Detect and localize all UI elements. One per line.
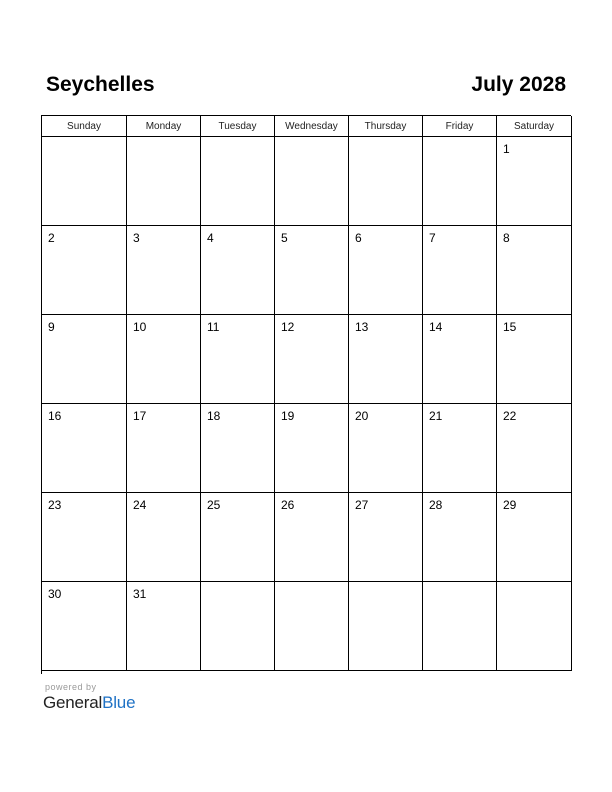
day-cell (201, 137, 275, 226)
day-number: 23 (48, 498, 62, 512)
day-cell (497, 315, 572, 404)
day-number: 17 (133, 409, 147, 423)
day-number: 5 (281, 231, 288, 245)
day-cell (423, 226, 497, 315)
day-number: 9 (48, 320, 55, 334)
day-number: 26 (281, 498, 295, 512)
day-cell (497, 582, 572, 671)
logo-blue: Blue (102, 693, 136, 712)
day-cell (275, 226, 349, 315)
day-number: 10 (133, 320, 147, 334)
day-cell (349, 493, 423, 582)
day-cell (201, 226, 275, 315)
day-number: 7 (429, 231, 436, 245)
day-number: 3 (133, 231, 140, 245)
day-cell (349, 404, 423, 493)
day-number: 2 (48, 231, 55, 245)
day-number: 15 (503, 320, 517, 334)
day-cell (275, 315, 349, 404)
day-number: 11 (207, 320, 220, 334)
day-cell (42, 137, 127, 226)
day-number: 4 (207, 231, 214, 245)
weekday-header-tuesday: Tuesday (201, 116, 275, 137)
day-cell (201, 404, 275, 493)
day-cell (423, 315, 497, 404)
day-number: 8 (503, 231, 510, 245)
day-cell (497, 137, 572, 226)
calendar-header (46, 70, 566, 100)
day-cell (127, 582, 201, 671)
day-cell (275, 493, 349, 582)
day-cell (42, 404, 127, 493)
day-cell (423, 493, 497, 582)
logo-general: General (43, 693, 103, 712)
weekday-header-wednesday: Wednesday (275, 116, 349, 137)
day-number: 31 (133, 587, 147, 601)
day-number: 29 (503, 498, 517, 512)
day-cell (42, 226, 127, 315)
day-cell (497, 493, 572, 582)
month-year-title: July 2028 (471, 73, 566, 96)
day-cell (423, 404, 497, 493)
day-number: 18 (207, 409, 221, 423)
day-cell (275, 137, 349, 226)
country-title: Seychelles (46, 73, 155, 96)
brand-footer (43, 682, 135, 713)
day-cell (201, 582, 275, 671)
day-cell (127, 404, 201, 493)
day-cell (127, 226, 201, 315)
generalblue-logo (43, 693, 135, 713)
day-cell (42, 493, 127, 582)
day-number: 24 (133, 498, 147, 512)
day-number: 28 (429, 498, 443, 512)
day-number: 27 (355, 498, 369, 512)
day-cell (349, 582, 423, 671)
day-number: 20 (355, 409, 369, 423)
day-cell (497, 404, 572, 493)
day-cell (201, 493, 275, 582)
day-cell (42, 582, 127, 671)
weekday-header-saturday: Saturday (497, 116, 572, 137)
day-number: 30 (48, 587, 62, 601)
day-number: 6 (355, 231, 362, 245)
day-cell (275, 404, 349, 493)
day-number: 22 (503, 409, 517, 423)
day-cell (127, 315, 201, 404)
powered-by-text: powered by (45, 682, 97, 692)
day-number: 25 (207, 498, 221, 512)
day-number: 21 (429, 409, 443, 423)
weekday-header-friday: Friday (423, 116, 497, 137)
day-cell (349, 137, 423, 226)
day-number: 1 (503, 142, 510, 156)
day-cell (423, 137, 497, 226)
day-cell (201, 315, 275, 404)
day-number: 16 (48, 409, 62, 423)
day-cell (42, 315, 127, 404)
day-cell (497, 226, 572, 315)
calendar-grid (41, 115, 571, 674)
weekday-header-sunday: Sunday (42, 116, 127, 137)
day-number: 19 (281, 409, 295, 423)
day-number: 14 (429, 320, 443, 334)
day-cell (127, 137, 201, 226)
day-number: 12 (281, 320, 295, 334)
weekday-header-thursday: Thursday (349, 116, 423, 137)
weekday-header-monday: Monday (127, 116, 201, 137)
day-cell (349, 226, 423, 315)
day-cell (423, 582, 497, 671)
day-cell (349, 315, 423, 404)
day-cell (127, 493, 201, 582)
day-cell (275, 582, 349, 671)
day-number: 13 (355, 320, 369, 334)
